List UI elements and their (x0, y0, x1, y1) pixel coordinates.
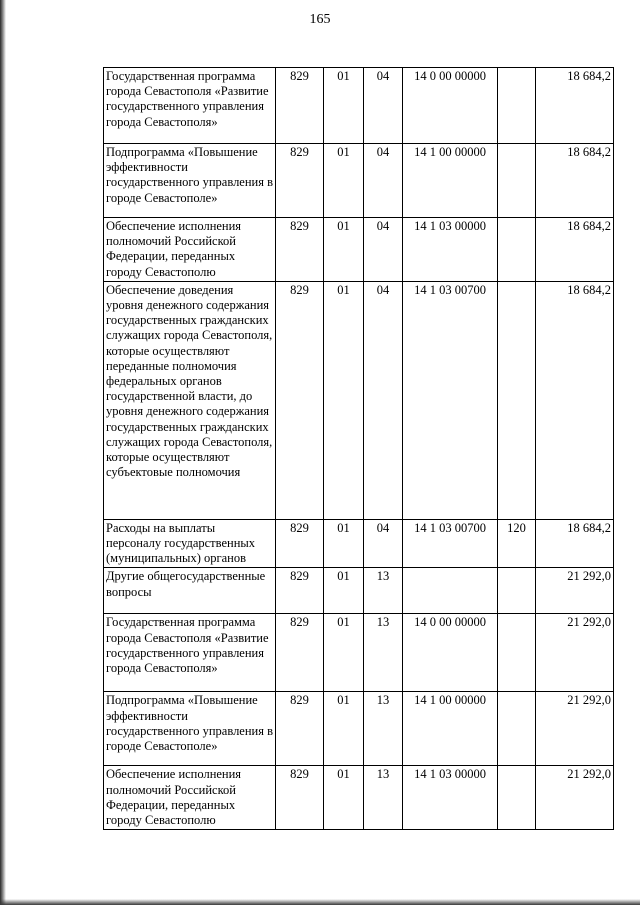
expense-type-cell: 120 (498, 519, 536, 568)
target-article-cell: 14 1 03 00700 (403, 519, 498, 568)
amount-cell: 21 292,0 (536, 692, 614, 766)
scan-bottom-edge (0, 899, 640, 905)
ministry-code-cell: 829 (276, 68, 324, 144)
row-name-cell: Обеспечение исполнения полномочий Российской Федерации, переданных городу Севастополю (104, 218, 276, 282)
table-row (104, 692, 614, 766)
subsection-code-cell: 04 (364, 281, 403, 519)
section-code-cell: 01 (324, 614, 364, 692)
target-article-cell (403, 568, 498, 614)
target-article-cell: 14 1 03 00700 (403, 281, 498, 519)
row-name-cell: Подпрограмма «Повышение эффективности государственного управления в городе Севастополе» (104, 692, 276, 766)
section-code-cell: 01 (324, 519, 364, 568)
section-code-cell: 01 (324, 144, 364, 218)
page-number: 165 (309, 12, 331, 27)
target-article-cell: 14 0 00 00000 (403, 68, 498, 144)
section-code-cell: 01 (324, 766, 364, 830)
subsection-code-cell: 13 (364, 692, 403, 766)
row-name-cell: Обеспечение доведения уровня денежного содержания государственных гражданских служащих города Севастополя, которые осуществляют переданные полномочия федеральных органов государственной власти, до уровня денежного содержания государственных гражданских служащих города Севастополя, которые осуществляют субъектовые полномочия (104, 281, 276, 519)
budget-table (103, 67, 614, 830)
ministry-code-cell: 829 (276, 614, 324, 692)
subsection-code-cell: 04 (364, 218, 403, 282)
expense-type-cell (498, 218, 536, 282)
ministry-code-cell: 829 (276, 568, 324, 614)
ministry-code-cell: 829 (276, 218, 324, 282)
section-code-cell: 01 (324, 281, 364, 519)
row-name-cell: Расходы на выплаты персоналу государственных (муниципальных) органов (104, 519, 276, 568)
table-row (104, 568, 614, 614)
amount-cell: 18 684,2 (536, 281, 614, 519)
expense-type-cell (498, 281, 536, 519)
ministry-code-cell: 829 (276, 766, 324, 830)
section-code-cell: 01 (324, 68, 364, 144)
target-article-cell: 14 1 00 00000 (403, 144, 498, 218)
row-name-cell: Обеспечение исполнения полномочий Российской Федерации, переданных городу Севастополю (104, 766, 276, 830)
amount-cell: 18 684,2 (536, 68, 614, 144)
expense-type-cell (498, 144, 536, 218)
target-article-cell: 14 1 03 00000 (403, 218, 498, 282)
amount-cell: 21 292,0 (536, 568, 614, 614)
subsection-code-cell: 04 (364, 68, 403, 144)
amount-cell: 18 684,2 (536, 218, 614, 282)
ministry-code-cell: 829 (276, 144, 324, 218)
table-row (104, 614, 614, 692)
section-code-cell: 01 (324, 692, 364, 766)
ministry-code-cell: 829 (276, 281, 324, 519)
row-name-cell: Государственная программа города Севастополя «Развитие государственного управления города Севастополя» (104, 614, 276, 692)
expense-type-cell (498, 68, 536, 144)
table-row (104, 519, 614, 568)
subsection-code-cell: 13 (364, 766, 403, 830)
table-row (104, 218, 614, 282)
section-code-cell: 01 (324, 568, 364, 614)
target-article-cell: 14 0 00 00000 (403, 614, 498, 692)
row-name-cell: Государственная программа города Севастополя «Развитие государственного управления города Севастополя» (104, 68, 276, 144)
scan-left-edge (0, 0, 6, 905)
subsection-code-cell: 13 (364, 614, 403, 692)
expense-type-cell (498, 766, 536, 830)
subsection-code-cell: 04 (364, 519, 403, 568)
subsection-code-cell: 04 (364, 144, 403, 218)
ministry-code-cell: 829 (276, 519, 324, 568)
table-row (104, 144, 614, 218)
table-row (104, 766, 614, 830)
amount-cell: 18 684,2 (536, 144, 614, 218)
ministry-code-cell: 829 (276, 692, 324, 766)
amount-cell: 18 684,2 (536, 519, 614, 568)
amount-cell: 21 292,0 (536, 614, 614, 692)
budget-table-body (104, 68, 614, 830)
target-article-cell: 14 1 03 00000 (403, 766, 498, 830)
amount-cell: 21 292,0 (536, 766, 614, 830)
table-row (104, 68, 614, 144)
row-name-cell: Другие общегосударственные вопросы (104, 568, 276, 614)
expense-type-cell (498, 568, 536, 614)
subsection-code-cell: 13 (364, 568, 403, 614)
target-article-cell: 14 1 00 00000 (403, 692, 498, 766)
expense-type-cell (498, 614, 536, 692)
row-name-cell: Подпрограмма «Повышение эффективности государственного управления в городе Севастополе» (104, 144, 276, 218)
expense-type-cell (498, 692, 536, 766)
table-row (104, 281, 614, 519)
section-code-cell: 01 (324, 218, 364, 282)
